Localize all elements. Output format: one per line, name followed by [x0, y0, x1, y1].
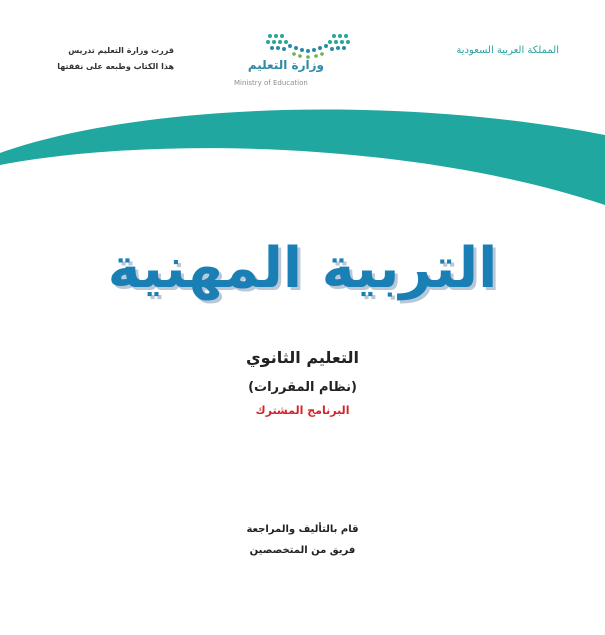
approval-note	[44, 46, 174, 71]
book-program: البرنامج المشترك	[255, 404, 350, 417]
approval-line-2: هذا الكتاب وطبعه على نفقتها	[57, 62, 174, 71]
book-title: التربية المهنية	[107, 236, 498, 301]
credits-line-2: فريق من المتخصصين	[249, 545, 356, 556]
kingdom-label: المملكة العربية السعودية	[456, 45, 559, 56]
cover-swoosh	[0, 95, 605, 205]
ministry-name-ar: وزارة التعليم	[247, 58, 324, 72]
ministry-name-en: Ministry of Education	[234, 79, 308, 87]
credits-line-1: قام بالتأليف والمراجعة	[246, 524, 359, 535]
book-system: (نظام المقررات)	[248, 380, 357, 395]
book-subtitle: التعليم الثانوي	[246, 348, 359, 367]
approval-line-1: قررت وزارة التعليم تدريس	[68, 46, 174, 55]
